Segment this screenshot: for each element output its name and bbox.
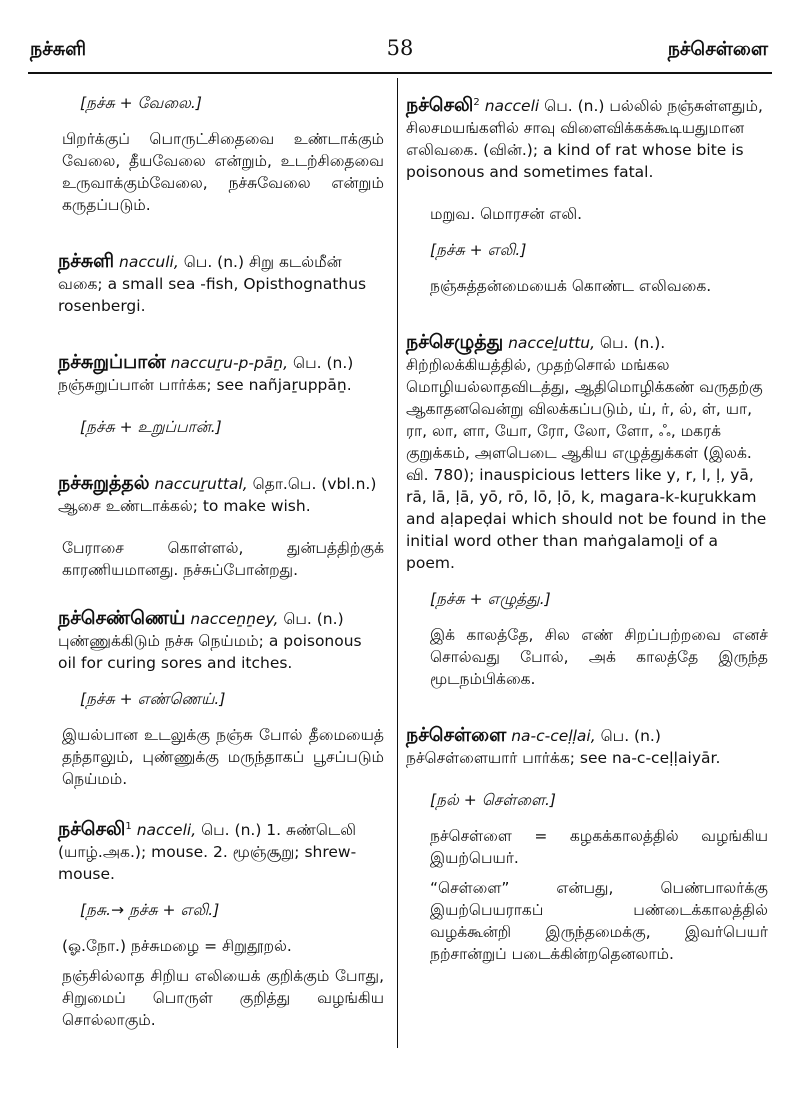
explanatory-note: “செள்ளை” என்பது, பெண்பாலர்க்கு இயற்பெயராகப் பண்டைக்காலத்தில் வழக்கூன்றி இருந்தமைக்கு, இவர்பெயர் நற்சான்றுப் படைக்கின்றதெனலாம். — [430, 879, 768, 964]
dictionary-entry — [406, 724, 768, 769]
explanatory-note: நஞ்சில்லாத சிறிய எலியைக் குறிக்கும் போது, சிறுமைப் பொருள் குறித்து வழங்கிய சொல்லாகும். — [62, 967, 384, 1030]
header-right-guide-word: நச்செள்ளை — [667, 38, 768, 60]
headword: நச்செலி — [406, 94, 474, 117]
synonym: மறுவ. மொரசன் எலி. — [430, 205, 583, 224]
etymology: [நச்சு + எலி.] — [430, 241, 527, 260]
etymology: [நச்சு + உறுப்பான்.] — [80, 418, 222, 436]
right-column — [406, 92, 768, 965]
dictionary-entry — [406, 92, 768, 183]
headword: நச்செழுத்து — [406, 331, 504, 354]
headword: நச்சுளி — [58, 250, 115, 272]
headword: நச்செண்ணெய் — [58, 607, 186, 629]
etymology: [நச்சு + எழுத்து.] — [430, 590, 551, 609]
dictionary-entry — [58, 351, 384, 396]
explanatory-note: பேராசை கொள்ளல், துன்பத்திற்குக் காரணியமானது. நச்சுப்போன்றது. — [62, 539, 384, 579]
column-divider — [397, 78, 398, 1048]
definition: பெ. (n.) புண்ணுக்கிடும் நச்சு நெய்மம்; a poisonous oil for curing sores and itches. — [58, 610, 362, 672]
explanatory-note: (ஓ.நோ.) நச்சுமழை = சிறுதூறல். — [62, 937, 292, 956]
dictionary-entry — [58, 472, 384, 517]
transliteration: naccuṟuttal, — [154, 475, 248, 493]
transliteration: nacceli, — [136, 821, 197, 840]
transliteration: nacceḻuttu, — [508, 334, 596, 353]
etymology: [நசு.→ நச்சு + எலி.] — [80, 901, 220, 920]
definition: பெ. (n.) நஞ்சுறுப்பான் பார்க்க; see nañjaṟuppāṉ. — [58, 354, 354, 394]
left-column — [58, 92, 384, 1031]
definition: பெ. (n.) நச்செள்ளையார் பார்க்க; see na-c-ceḷḷaiyār. — [406, 727, 721, 768]
headword: நச்செள்ளை — [406, 724, 507, 747]
explanatory-note: பிறர்க்குப் பொருட்சிதைவை உண்டாக்கும் வேலை, தீயவேலை என்றும், உடற்சிதைவை உருவாக்கும்வேலை, நச்சுவேலை என்றும் கருதப்படும். — [62, 130, 384, 214]
headword: நச்செலி — [58, 818, 126, 841]
etymology: [நச்சு + எண்ணெய்.] — [80, 690, 226, 708]
page-number: 58 — [386, 36, 414, 60]
transliteration: nacceṉṉey, — [190, 610, 279, 628]
homograph-number: 2 — [473, 97, 480, 108]
header-left-guide-word: நச்சுளி — [30, 38, 87, 60]
etymology: [நல் + செள்ளை.] — [430, 791, 556, 810]
dictionary-entry — [58, 250, 384, 317]
header-rule — [28, 72, 772, 74]
dictionary-entry — [58, 816, 384, 885]
explanatory-note: இயல்பான உடலுக்கு நஞ்சு போல் தீமையைத் தந்தாலும், புண்ணுக்கு மருந்தாகப் பூசப்படும் நெய்மம். — [62, 726, 384, 788]
transliteration: na-c-ceḷḷai, — [511, 727, 596, 746]
etymology: [நச்சு + வேலை.] — [80, 94, 202, 112]
definition: பெ. (n.) சிறு கடல்மீன் வகை; a small sea -fish, Opisthognathus rosenbergi. — [58, 253, 367, 315]
transliteration: naccuṟu-p-pāṉ, — [170, 354, 289, 372]
definition: பெ. (n.). சிற்றிலக்கியத்தில், முதற்சொல் மங்கல மொழியல்லாதவிடத்து, ஆதிமொழிக்கண் வருதற்கு ஆகாதனவென்று விலக்கப்படும், ய், ர், ல், ள், யா, ரா, லா, ளா, யோ, ரோ, லோ, ளோ, ஃ, மகரக் குறுக்கம், அளபெடை ஆகிய எழுத்துக்கள் (இலக். வி. 780); inauspicious letters like y, r, l, ḷ, yā, rā, lā, ḷā, yō, rō, lō, ḷō, k, magara-k-kuṟukkam and aḷapeḍai which should not be found in the initial word other than maṅgalamoḻi of a poem. — [406, 334, 767, 573]
dictionary-entry — [406, 331, 768, 574]
homograph-number: 1 — [125, 821, 132, 832]
definition: பெ. (n.) பல்லில் நஞ்சுள்ளதும், சிலசமயங்களில் சாவு விளைவிக்கக்கூடியதுமான எலிவகை. (வின்.); a kind of rat whose bite is poisonous and sometimes fatal. — [406, 97, 763, 182]
explanatory-note: நஞ்சுத்தன்மையைக் கொண்ட எலிவகை. — [430, 277, 712, 296]
headword: நச்சுறுத்தல் — [58, 472, 150, 494]
transliteration: nacculi, — [119, 253, 179, 271]
definition: பெ. (n.) 1. சுண்டெலி (யாழ்.அக.); mouse. 2. மூஞ்சூறு; shrew-mouse. — [58, 821, 357, 884]
definition: தொ.பெ. (vbl.n.) ஆசை உண்டாக்கல்; to make wish. — [58, 475, 377, 515]
explanatory-note: நச்செள்ளை = கழகக்காலத்தில் வழங்கிய இயற்பெயர். — [430, 827, 768, 868]
transliteration: nacceli — [484, 97, 540, 116]
headword: நச்சுறுப்பான் — [58, 351, 166, 373]
dictionary-entry — [58, 607, 384, 674]
explanatory-note: இக் காலத்தே, சில எண் சிறப்பற்றவை எனச் சொல்வது போல், அக் காலத்தே இருந்த மூடநம்பிக்கை. — [430, 626, 768, 689]
